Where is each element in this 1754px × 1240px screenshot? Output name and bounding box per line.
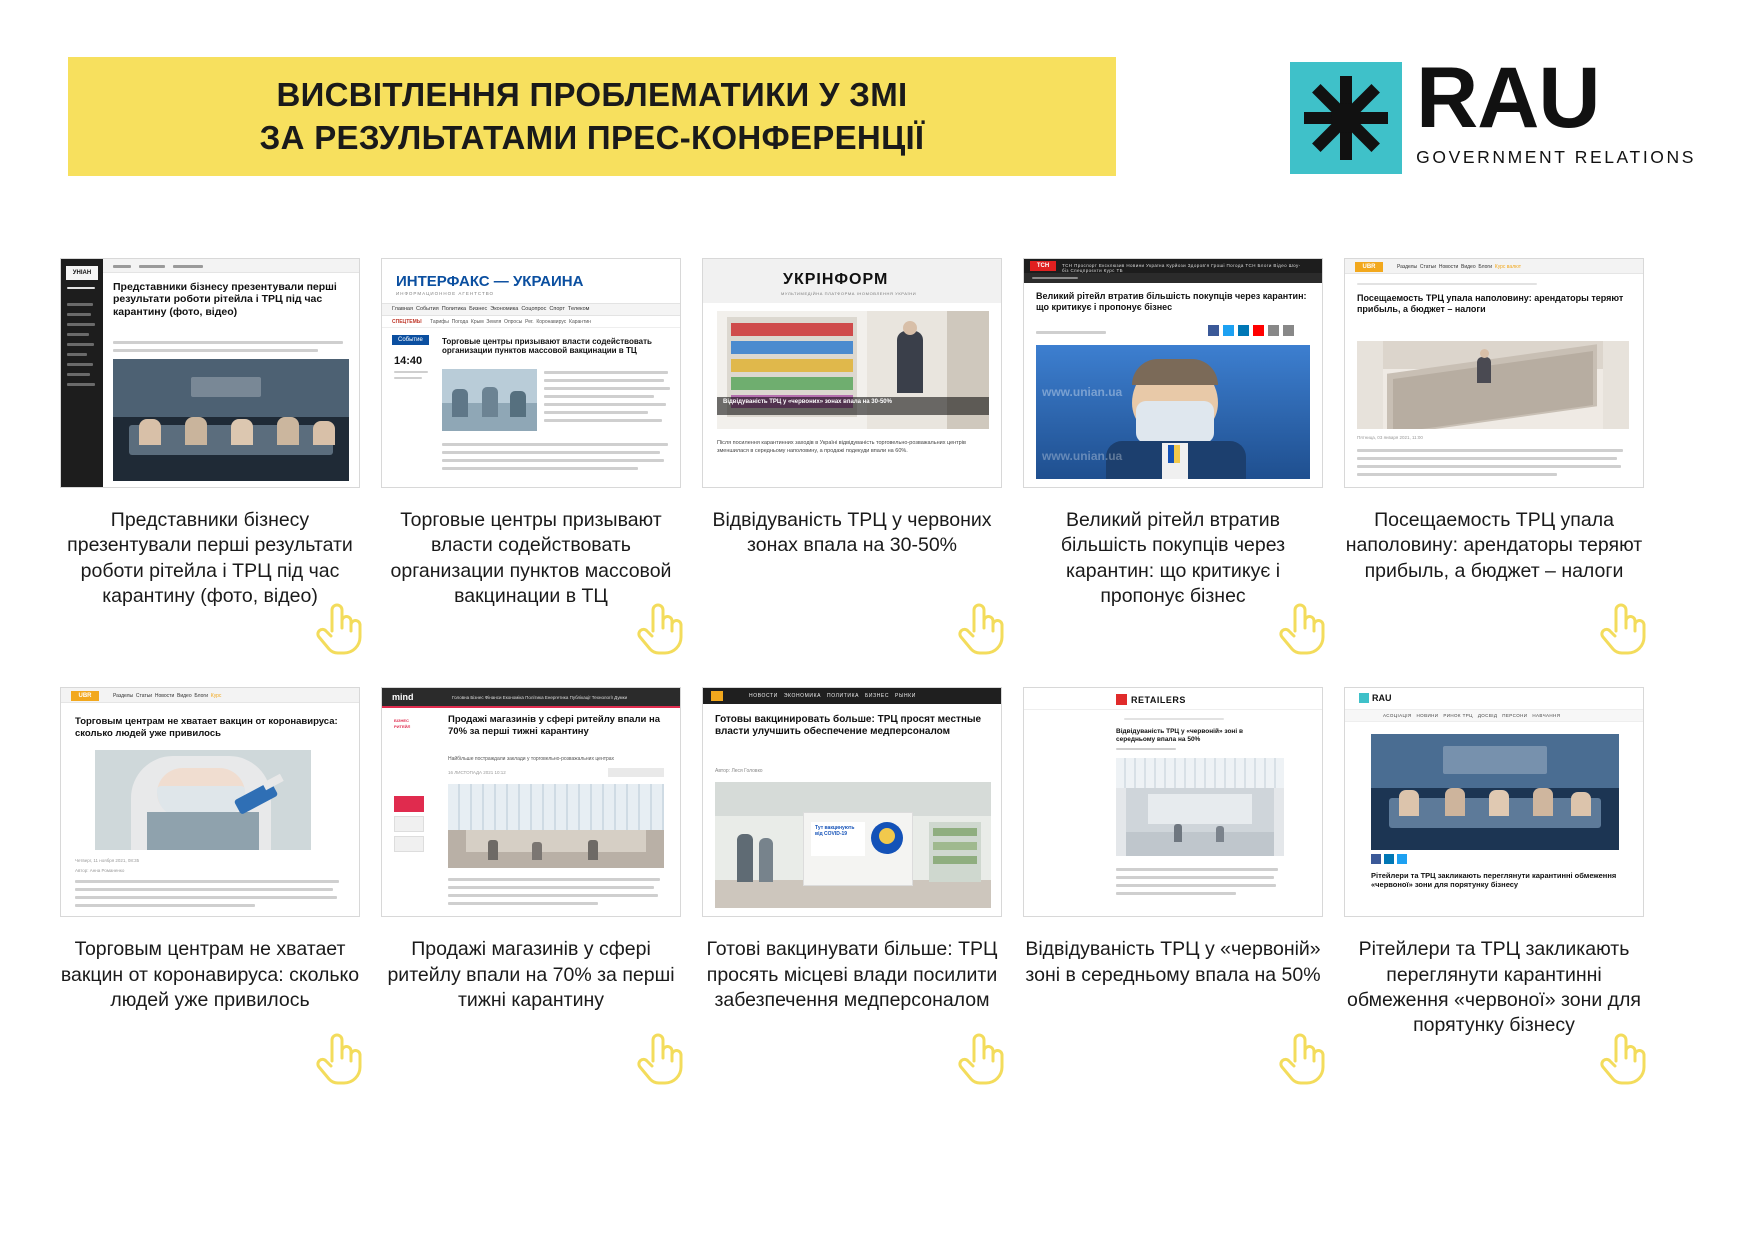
clipping-headline-4: Посещаемость ТРЦ упала наполовину: арендаторы теряют прибыль, а бюджет – налоги — [1357, 293, 1624, 314]
pointing-hand-icon — [954, 1027, 1008, 1085]
clipping-card-0[interactable] — [60, 258, 360, 609]
pointing-hand-icon — [1596, 597, 1650, 655]
clipping-nav-7[interactable]: НОВОСТИ ЭКОНОМИКА ПОЛИТИКА БИЗНЕС РЫНКИ — [749, 693, 916, 700]
clipping-card-2[interactable] — [702, 258, 1002, 609]
clipping-headline-7: Готовы вакцинировать больше: ТРЦ просят местные власти улучшить обеспечение медперсоналом — [715, 714, 982, 738]
clipping-nav-4[interactable]: Разделы Статьи Новости Видео Блоги Курс валют — [1397, 264, 1522, 270]
clipping-photo-overlay-2: Відвідуваність ТРЦ у «червоних» зонах впала на 30-50% — [723, 399, 892, 405]
clipping-photo-8 — [1116, 758, 1284, 856]
clipping-date-5: Четверг, 11 ноября 2021, 08:35 — [75, 858, 140, 864]
clipping-caption-7: Готові вакцинувати більше: ТРЦ просять місцеві влади посилити забезпечення медперсоналом — [706, 938, 998, 1012]
clipping-thumbnail-7[interactable] — [702, 687, 1002, 917]
clipping-photo-4 — [1357, 341, 1629, 429]
pointing-hand-icon — [1275, 1027, 1329, 1085]
clipping-headline-5: Торговым центрам не хватает вакцин от коронавируса: сколько людей уже привилось — [75, 716, 338, 739]
source-logo-8: RETAILERS — [1131, 694, 1186, 705]
clipping-card-7[interactable] — [702, 687, 1002, 1038]
source-sub-1: ИНФОРМАЦИОННОЕ АГЕНТСТВО — [396, 291, 495, 296]
clipping-photo-2 — [717, 311, 989, 429]
clipping-date-6: 16 ЛИСТОПАДА 2021 10:12 — [448, 770, 506, 776]
clipping-time-1: 14:40 — [394, 355, 423, 367]
clipping-photo-5 — [95, 750, 311, 850]
clipping-caption-4: Посещаемость ТРЦ упала наполовину: арендаторы теряют прибыль, а бюджет – налоги — [1345, 509, 1643, 582]
clipping-author-5: Автор: Анна Романенко — [75, 868, 125, 874]
source-logo-6: mind — [392, 692, 414, 703]
clipping-photo-text-7: Тут вакцинують від COVID-19 — [815, 825, 855, 838]
clipping-headline-8: Відвідуваність ТРЦ у «червоній» зоні в середньому впала на 50% — [1116, 728, 1243, 744]
clipping-photo-3: www.unian.ua www.unian.ua — [1036, 345, 1310, 479]
clipping-card-6[interactable] — [381, 687, 681, 1038]
clipping-nav-6[interactable]: Головна Бізнес Фінанси Економіка Політика Енергетика Публікації Технології Думки — [452, 695, 628, 701]
clipping-caption-5: Торговым центрам не хватает вакцин от коронавируса: сколько людей уже привилось — [60, 938, 360, 1012]
source-logo-9: RAU — [1372, 693, 1392, 704]
clipping-card-8[interactable] — [1023, 687, 1323, 1038]
clipping-thumbnail-3[interactable] — [1023, 258, 1323, 488]
clipping-nav-9[interactable]: АСОЦІАЦІЯ НОВИНИ РИНОК ТРЦ ДОСВІД ПЕРСОНИ НАВЧАННЯ — [1383, 713, 1561, 719]
clipping-thumbnail-9[interactable] — [1344, 687, 1644, 917]
clipping-photo-6 — [448, 784, 664, 868]
clipping-tag-1: Событие — [392, 335, 429, 345]
clipping-card-4[interactable] — [1344, 258, 1644, 609]
clipping-date-4: Пятница, 03 января 2021, 11:00 — [1357, 435, 1423, 440]
clipping-photo-1 — [442, 369, 537, 431]
clipping-thumbnail-8[interactable] — [1023, 687, 1323, 917]
clipping-caption-9: Рітейлери та ТРЦ закликають переглянути карантинні обмеження «червоної» зони для порятунку бізнесу — [1347, 938, 1641, 1037]
source-logo-4: UBR — [1355, 262, 1383, 272]
clipping-card-9[interactable] — [1344, 687, 1644, 1038]
clipping-headline-3: Великий рітейл втратив більшість покупців через карантин: що критикує і пропонує бізнес — [1036, 291, 1307, 312]
pointing-hand-icon — [633, 1027, 687, 1085]
clipping-photo-7 — [715, 782, 991, 908]
rau-mark-icon — [1359, 693, 1369, 703]
rau-tagline: GOVERNMENT RELATIONS — [1416, 146, 1696, 167]
clipping-thumbnail-2[interactable] — [702, 258, 1002, 488]
page-title-line-1: ВИСВІТЛЕННЯ ПРОБЛЕМАТИКИ У ЗМІ — [276, 76, 908, 114]
retailers-mark-icon — [1116, 694, 1127, 705]
clipping-card-5[interactable] — [60, 687, 360, 1038]
clipping-author-7: Автор: Леся Головко — [715, 768, 763, 775]
source-logo-2: УКРІНФОРМ — [783, 271, 889, 288]
clipping-headline-6: Продажі магазинів у сфері ритейлу впали на 70% за перші тижні карантину — [448, 714, 661, 737]
clipping-nav-5[interactable]: Разделы Статьи Новости Видео Блоги Курс — [113, 693, 222, 700]
share-icons-9[interactable] — [1371, 854, 1407, 864]
clipping-thumbnail-1[interactable]: ИНТЕРФАКС — УКРАИНА ИНФОРМАЦИОННОЕ АГЕНТСТВО Главная События Политика Бизнес Экономика Соцопрос Спорт Телеком СПЕЦТЕМЫ Тарифы Погода Крым Земля Опросы Рег. Коронавирус Карантин Событие 14:40 Торговые центры призывают власти содействовать организации пунктов массовой вакцинации в ТЦ — [381, 258, 681, 488]
clipping-card-1[interactable] — [381, 258, 681, 609]
clipping-thumbnail-0[interactable] — [60, 258, 360, 488]
clippings-row-1 — [0, 258, 1754, 609]
pointing-hand-icon — [954, 597, 1008, 655]
clipping-headline-1: Торговые центры призывают власти содействовать организации пунктов массовой вакцинации в ТЦ — [442, 337, 652, 356]
clipping-thumbnail-6[interactable]: mind Головна Бізнес Фінанси Економіка Політика Енергетика Публікації Технології Думки БІЗНЕС РИТЕЙЛ Продажі магазинів у сфері ритейлу впали на 70% за перші тижні карантину Найбільше постраждали заклади у торговельно-розважальних центрах 16 ЛИСТОПАДА 2021 10:12 — [381, 687, 681, 917]
clipping-caption-0: Представники бізнесу презентували перші результати роботи рітейла і ТРЦ під час карантину (фото, відео) — [67, 509, 353, 608]
clipping-caption-8: Відвідуваність ТРЦ у «червоній» зоні в середньому впала на 50% — [1025, 938, 1321, 986]
clipping-card-3[interactable] — [1023, 258, 1323, 609]
title-banner — [68, 57, 1116, 176]
rau-logo-text — [1416, 50, 1696, 168]
source-sub-2: МУЛЬТИМЕДІЙНА ПЛАТФОРМА ІНОМОВЛЕННЯ УКРАЇНИ — [781, 291, 917, 296]
clipping-photo-9 — [1371, 734, 1619, 850]
clipping-caption-1: Торговые центры призывают власти содействовать организации пунктов массовой вакцинации в ТЦ — [390, 509, 672, 608]
rau-logo — [1290, 50, 1696, 174]
clipping-watermark-3: www.unian.ua — [1042, 385, 1123, 399]
clipping-headline-0: Представники бізнесу презентували перші результати роботи рітейла і ТРЦ під час карантину (фото, відео) — [113, 281, 337, 318]
clippings-row-2 — [0, 687, 1754, 1038]
share-icons-3[interactable] — [1208, 325, 1294, 336]
clipping-thumbnail-5[interactable] — [60, 687, 360, 917]
page-header — [0, 0, 1754, 210]
source-logo-0: УНІАН — [66, 266, 98, 280]
clipping-caption-3: Великий рітейл втратив більшість покупців через карантин: що критикує і пропонує бізнес — [1060, 509, 1286, 608]
clipping-thumbnail-4[interactable] — [1344, 258, 1644, 488]
source-logo-1: ИНТЕРФАКС — УКРАИНА — [396, 273, 584, 290]
rau-wordmark: RAU — [1416, 50, 1600, 146]
clipping-headline-9: Рітейлери та ТРЦ закликають переглянути карантинні обмеження «червоної» зони для порятунку бізнесу — [1371, 871, 1617, 890]
source-logo-3: ТСН — [1030, 261, 1056, 271]
clipping-subtext-2: Після посилення карантинних заходів в Україні відвідуваність торговельно-розважальних центрів зменшилася в середньому наполовину, а продажі подекуди впали на 60%. — [717, 440, 966, 455]
pointing-hand-icon — [312, 1027, 366, 1085]
clipping-photo-0 — [113, 359, 349, 481]
clipping-nav-1[interactable]: Главная События Политика Бизнес Экономика Соцопрос Спорт Телеком — [392, 306, 590, 312]
source-logo-5: UBR — [71, 691, 99, 701]
rau-star-icon — [1290, 62, 1402, 174]
clipping-subtext-6: Найбільше постраждали заклади у торговельно-розважальних центрах — [448, 756, 615, 763]
clippings-grid — [0, 258, 1754, 1061]
page-title-line-2: ЗА РЕЗУЛЬТАТАМИ ПРЕС-КОНФЕРЕНЦІЇ — [259, 118, 925, 156]
clipping-nav-3[interactable]: ТСН Проспорт Ексклюзив Новини Україна Курйози Здоров'я Гроші Погода ТСН Блоги Відео Шоу-біз Спецпроєкти Курс ТБ — [1062, 263, 1301, 273]
clipping-caption-2: Відвідуваність ТРЦ у червоних зонах впала на 30-50% — [712, 509, 992, 557]
clipping-caption-6: Продажі магазинів у сфері ритейлу впали на 70% за перші тижні карантину — [387, 938, 675, 1012]
